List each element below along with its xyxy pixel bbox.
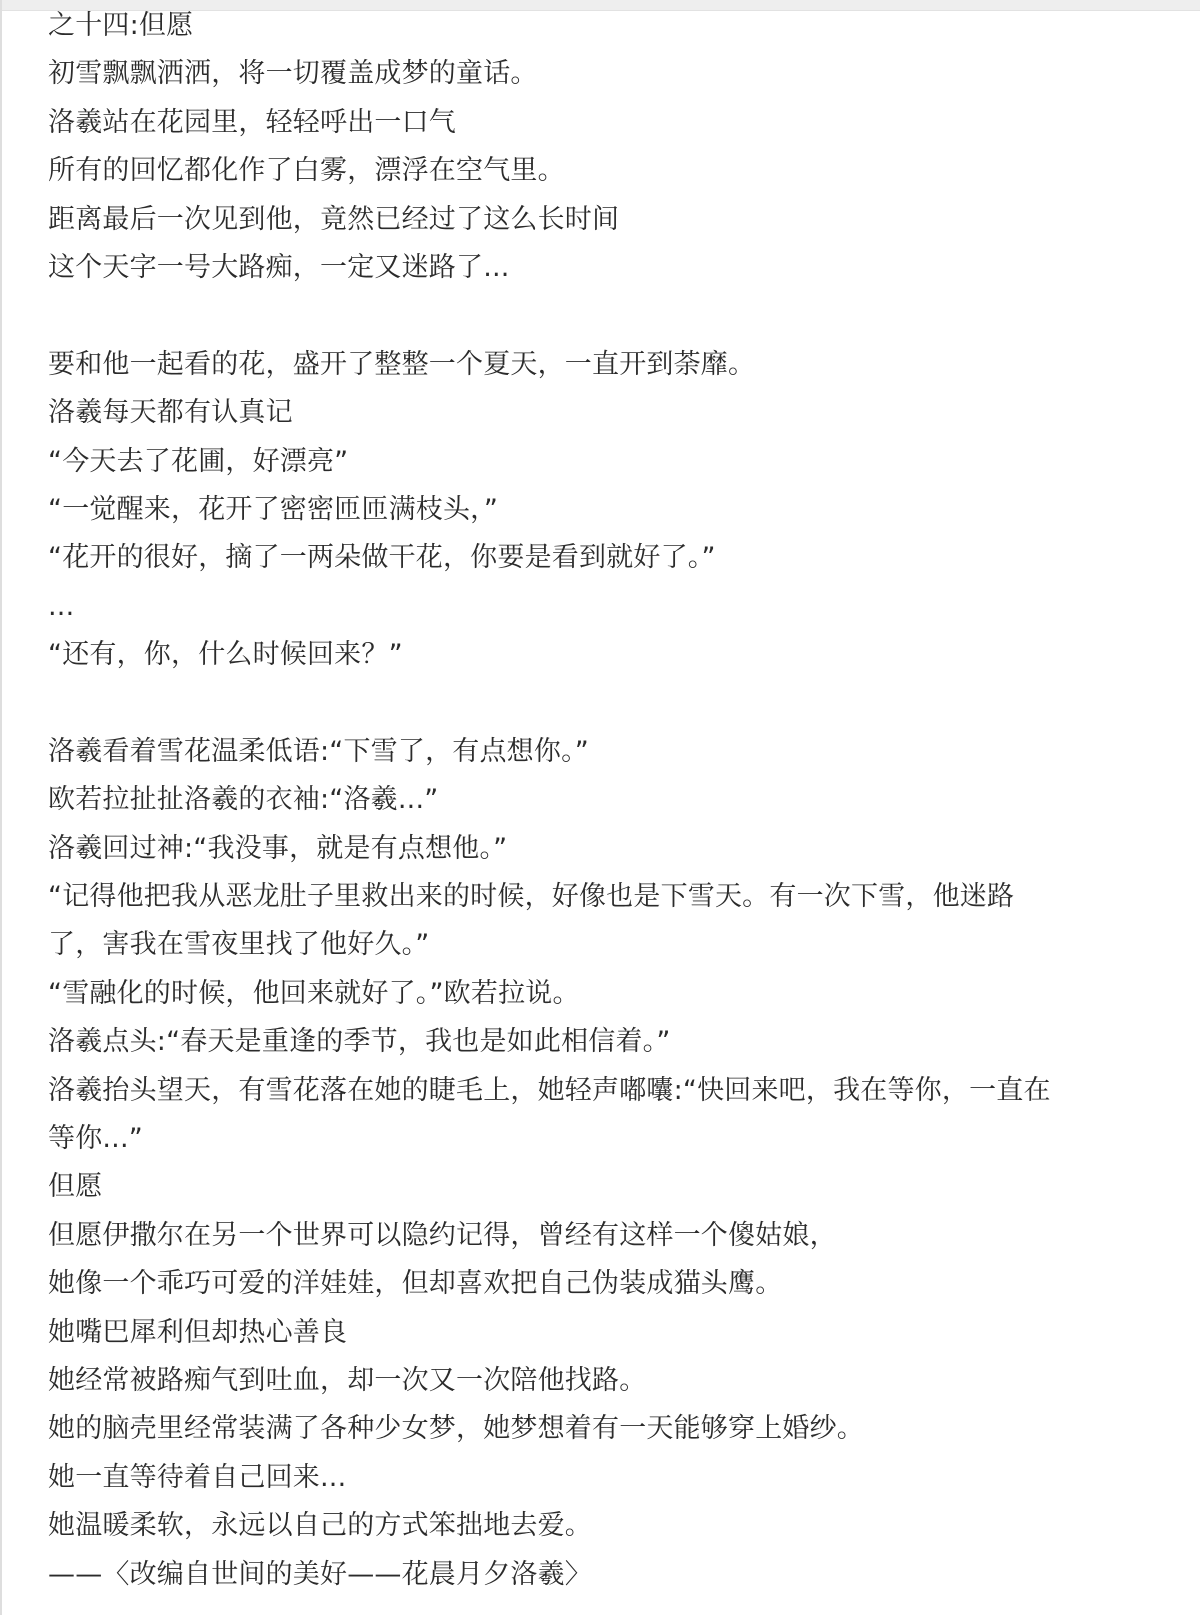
- text-line: 她的脑壳里经常装满了各种少女梦，她梦想着有一天能够穿上婚纱。: [48, 1413, 864, 1445]
- text-line: 她嘴巴犀利但却热心善良: [48, 1316, 348, 1348]
- text-line: 她温暖柔软，永远以自己的方式笨拙地去爱。: [48, 1510, 592, 1542]
- text-line: 欧若拉扯扯洛羲的衣袖:“洛羲...”: [48, 784, 439, 816]
- text-line: 她经常被路痴气到吐血，却一次又一次陪他找路。: [48, 1364, 647, 1396]
- text-line: 洛羲看着雪花温柔低语:“下雪了，有点想你。”: [48, 735, 589, 767]
- text-line: 洛羲回过神:“我没事，就是有点想他。”: [48, 832, 508, 864]
- blank-line: [48, 679, 1168, 727]
- text-line: “记得他把我从恶龙肚子里救出来的时候，好像也是下雪天。有一次下雪，他迷路: [48, 881, 1015, 913]
- text-line: 初雪飘飘洒洒，将一切覆盖成梦的童话。: [48, 58, 538, 90]
- text-line: 洛羲点头:“春天是重逢的季节，我也是如此相信着。”: [48, 1026, 671, 1058]
- text-line: 她像一个乖巧可爱的洋娃娃，但却喜欢把自己伪装成猫头鹰。: [48, 1268, 783, 1300]
- text-line: “今天去了花圃，好漂亮”: [48, 445, 349, 477]
- text-line: “一觉醒来，花开了密密匝匝满枝头，”: [48, 493, 499, 525]
- text-line: “花开的很好，摘了一两朵做干花，你要是看到就好了。”: [48, 542, 716, 574]
- text-line: “还有，你，什么时候回来？”: [48, 639, 403, 671]
- text-line: 洛羲每天都有认真记: [48, 397, 293, 429]
- text-line: ...: [48, 590, 75, 622]
- left-margin-rule: [0, 0, 2, 1615]
- text-line: 距离最后一次见到他，竟然已经过了这么长时间: [48, 203, 620, 235]
- text-line: 了，害我在雪夜里找了他好久。”: [48, 929, 430, 961]
- blank-line: [48, 292, 1168, 340]
- chapter-title: 之十四:但愿: [48, 10, 194, 41]
- text-line: 这个天字一号大路痴，一定又迷路了...: [48, 251, 510, 283]
- text-line: 要和他一起看的花，盛开了整整一个夏天，一直开到荼靡。: [48, 348, 756, 380]
- text-line: 但愿: [48, 1171, 103, 1203]
- text-line: 她一直等待着自己回来...: [48, 1461, 347, 1493]
- text-line: 但愿伊撒尔在另一个世界可以隐约记得，曾经有这样一个傻姑娘，: [48, 1219, 837, 1251]
- text-line: 洛羲站在花园里，轻轻呼出一口气: [48, 106, 456, 138]
- source-attribution: ——〈改编自世间的美好——花晨月夕洛羲〉: [48, 1558, 592, 1590]
- text-line: 等你...”: [48, 1122, 143, 1154]
- text-line: 洛羲抬头望天，有雪花落在她的睫毛上，她轻声嘟囔:“快回来吧，我在等你，一直在: [48, 1074, 1051, 1106]
- document-body: [48, 2, 1168, 1599]
- text-line: 所有的回忆都化作了白雾，漂浮在空气里。: [48, 155, 565, 187]
- text-line: “雪融化的时候，他回来就好了。”欧若拉说。: [48, 977, 580, 1009]
